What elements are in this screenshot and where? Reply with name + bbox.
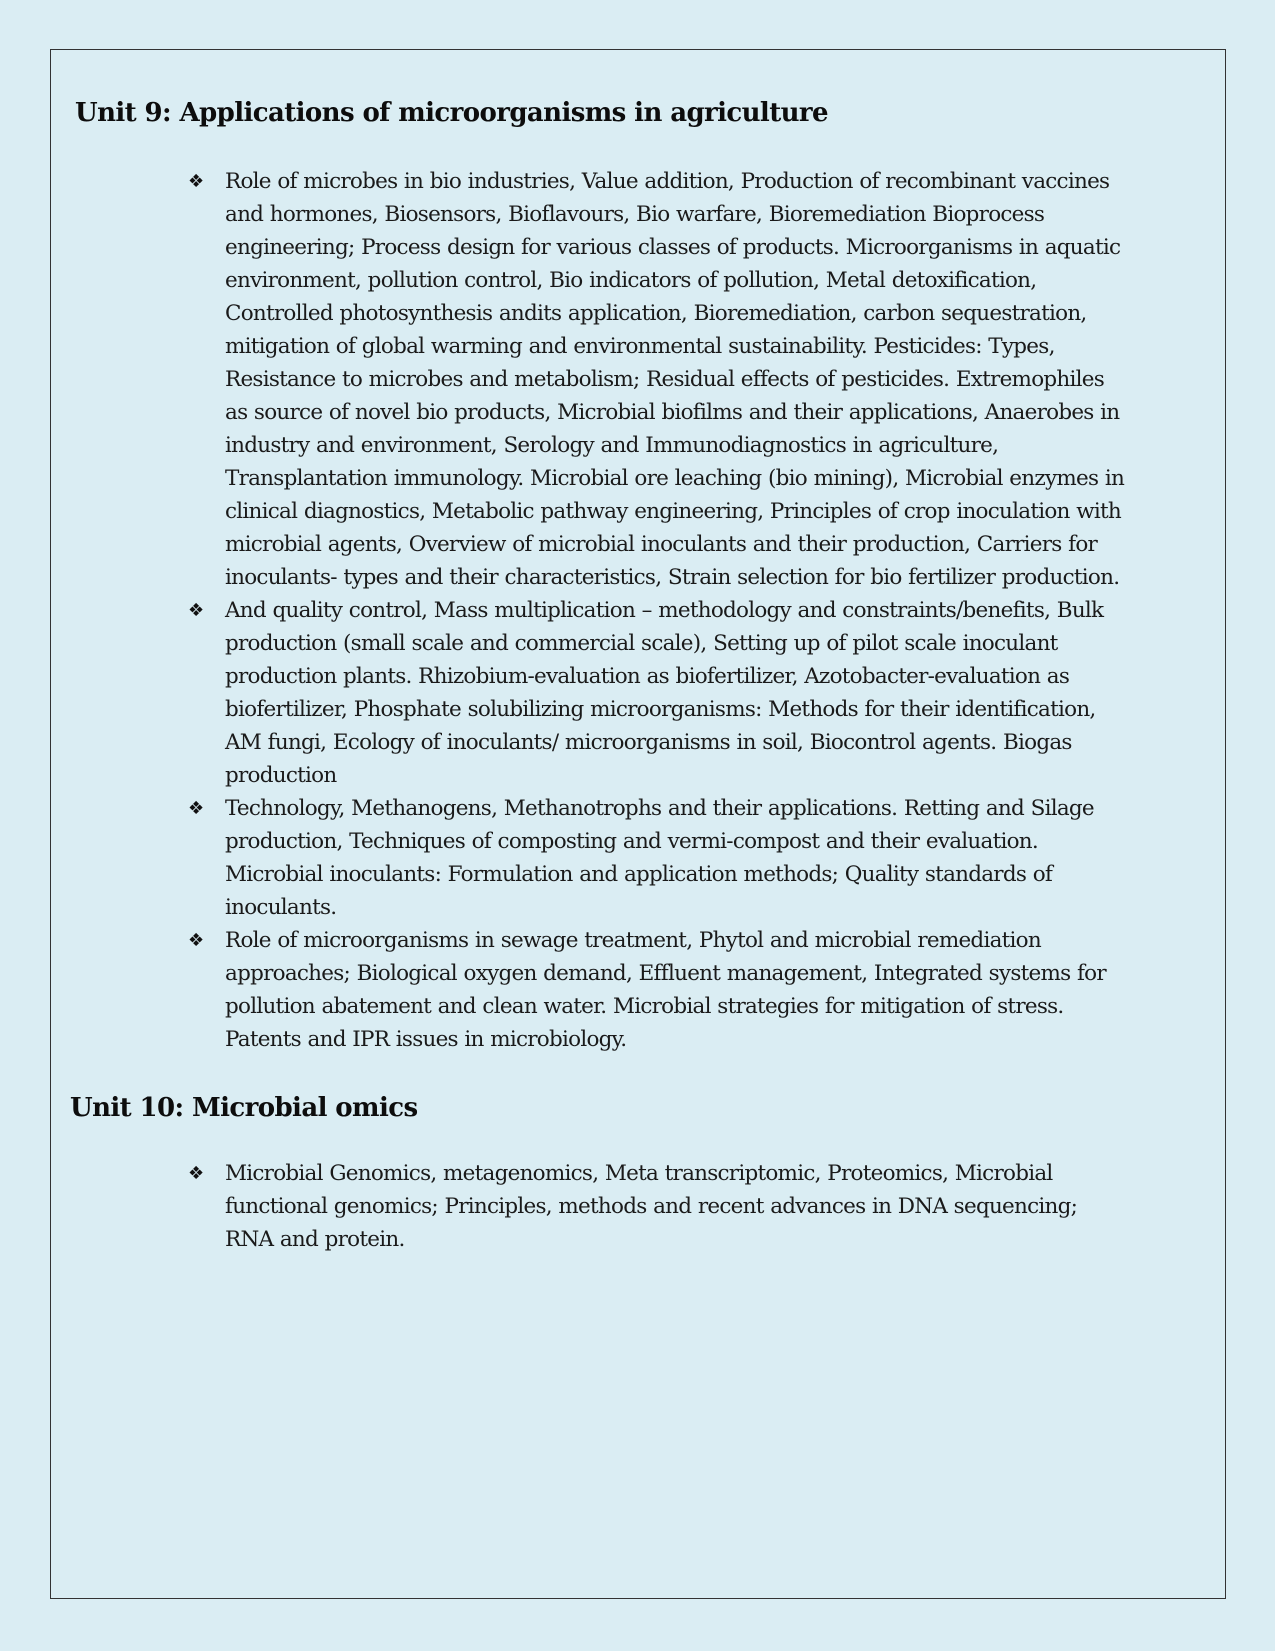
unit-10-heading: Unit 10: Microbial omics <box>70 1093 418 1123</box>
list-item-text: Role of microbes in bio industries, Value addition, Production of recombinant vaccines and hormones, Biosensors, Bioflavours, Bio warfare, Bioremediation Bioprocess engineering; Process design for various classes of products. Microorganisms in aquatic environment, pollution control, Bio indicators of pollution, Metal detoxification, Controlled photosynthesis andits application, Bioremediation, carbon sequestration, mitigation of global warming and environmental sustainability. Pesticides: Types, Resistance to microbes and metabolism; Residual effects of pesticides. Extremophiles as source of novel bio products, Microbial biofilms and their applications, Anaerobes in industry and environment, Serology and Immunodiagnostics in agriculture, Transplantation immunology. Microbial ore leaching (bio mining), Microbial enzymes in clinical diagnostics, Metabolic pathway engineering, Principles of crop inoculation with microbial agents, Overview of microbial inoculants and their production, Carriers for inoculants- types and their characteristics, Strain selection for bio fertilizer production. <box>225 169 1125 590</box>
list-item <box>188 1157 1128 1256</box>
list-item-text: Microbial Genomics, metagenomics, Meta transcriptomic, Proteomics, Microbial functional genomics; Principles, methods and recent advances in DNA sequencing; RNA and protein. <box>225 1161 1078 1252</box>
unit-9-topic-list <box>188 165 1128 1056</box>
unit-9-heading: Unit 9: Applications of microorganisms in agriculture <box>75 98 828 128</box>
diamond-bullet-icon: ❖ <box>188 798 205 819</box>
list-item <box>188 594 1128 792</box>
diamond-bullet-icon: ❖ <box>188 600 205 621</box>
diamond-bullet-icon: ❖ <box>188 171 205 192</box>
list-item <box>188 165 1128 594</box>
list-item-text: Technology, Methanogens, Methanotrophs and their applications. Retting and Silage production, Techniques of composting and vermi-compost and their evaluation. Microbial inoculants: Formulation and application methods; Quality standards of inoculants. <box>225 796 1094 920</box>
unit-10-topic-list <box>188 1157 1128 1256</box>
list-item-text: And quality control, Mass multiplication – methodology and constraints/benefits, Bulk production (small scale and commercial scale), Setting up of pilot scale inoculant production plants. Rhizobium-evaluation as biofertilizer, Azotobacter-evaluation as biofertilizer, Phosphate solubilizing microorganisms: Methods for their identification, AM fungi, Ecology of inoculants/ microorganisms in soil, Biocontrol agents. Biogas production <box>225 598 1104 788</box>
diamond-bullet-icon: ❖ <box>188 1163 205 1184</box>
list-item <box>188 792 1128 924</box>
list-item-text: Role of microorganisms in sewage treatment, Phytol and microbial remediation approaches; Biological oxygen demand, Effluent management, Integrated systems for pollution abatement and clean water. Microbial strategies for mitigation of stress. Patents and IPR issues in microbiology. <box>225 928 1106 1052</box>
diamond-bullet-icon: ❖ <box>188 930 205 951</box>
list-item <box>188 924 1128 1056</box>
